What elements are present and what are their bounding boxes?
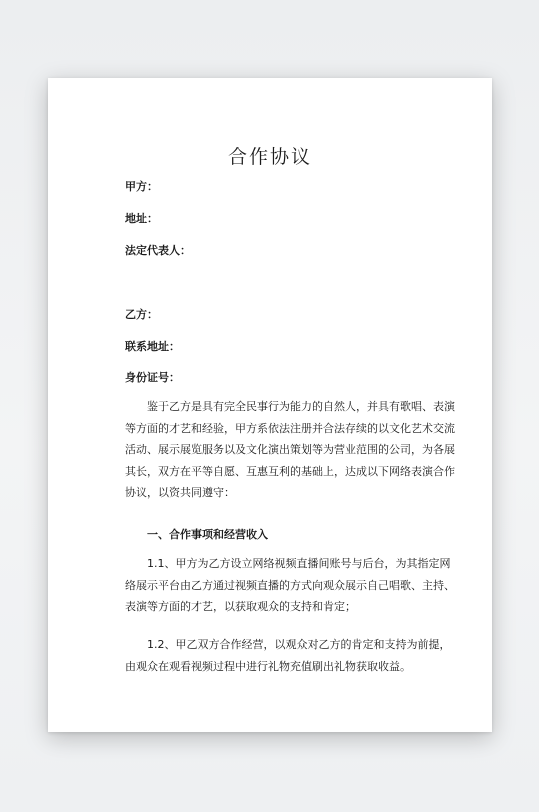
party-a-address-label: 地址：: [125, 212, 158, 225]
document-title: 合作协议: [227, 146, 312, 168]
legal-representative-label: 法定代表人：: [125, 244, 191, 257]
clause-1-2: 1.2、甲乙双方合作经营，以观众对乙方的肯定和支持为前提，由观众在观看视频过程中进行礼物充值刷出礼物获取收益。: [125, 638, 451, 673]
intro-paragraph: 鉴于乙方是具有完全民事行为能力的自然人，并具有歌唱、表演等方面的才艺和经验，甲方系依法注册并合法存续的以文化艺术交流活动、展示展览服务以及文化演出策划等为营业范围的公司，为各展其长，双方在平等自愿、互惠互利的基础上，达成以下网络表演合作协议，以资共同遵守：: [125, 400, 455, 499]
party-a-label: 甲方：: [125, 180, 158, 193]
party-b-contact-address-label: 联系地址：: [125, 340, 180, 353]
party-b-label: 乙方：: [125, 308, 158, 321]
clause-1-1: 1.1、甲方为乙方设立网络视频直播间账号与后台，为其指定网络展示平台由乙方通过视频直播的方式向观众展示自己唱歌、主持、表演等方面的才艺，以获取观众的支持和肯定；: [125, 557, 455, 613]
contract-page: [48, 78, 492, 732]
party-b-id-number-label: 身份证号：: [125, 371, 180, 384]
section-1-title: 一、合作事项和经营收入: [147, 528, 268, 541]
